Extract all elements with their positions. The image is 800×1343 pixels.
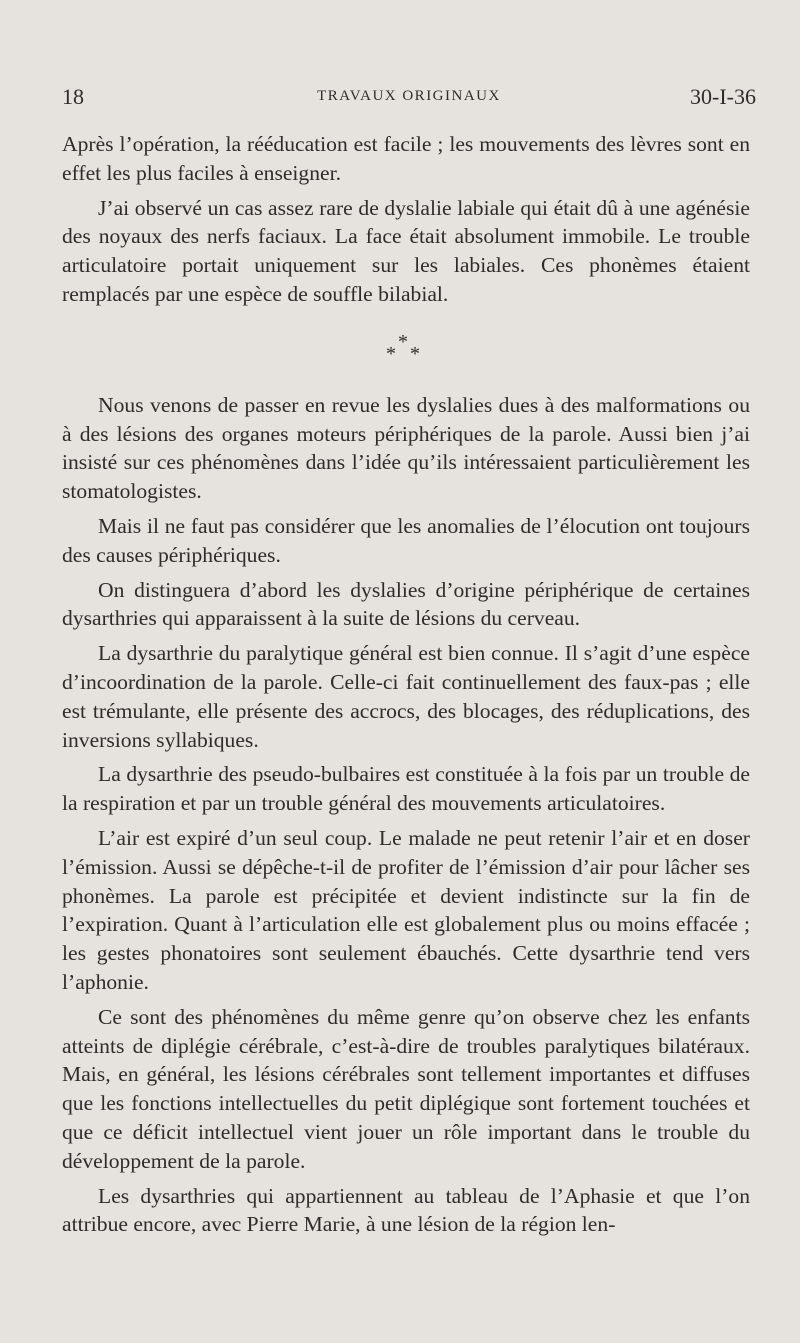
paragraph: J’ai observé un cas assez rare de dyslalie labiale qui était dû à une agénésie des noyaux des nerfs faciaux. La face était absolument immobile. Le trouble articulatoire portait uniquement sur les labiales. Ces phonèmes étaient remplacés par une espèce de souffle bilabial. [62, 195, 750, 306]
page-number: 18 [62, 84, 84, 109]
paragraph: Après l’opération, la rééducation est facile ; les mouvements des lèvres sont en effet les plus faciles à enseigner. [62, 132, 750, 185]
page-header [62, 84, 756, 112]
section-break-asterism [62, 325, 750, 377]
paragraph: Les dysarthries qui appartiennent au tableau de l’Aphasie et que l’on attribue encore, avec Pierre Marie, à une lésion de la région len- [62, 1183, 750, 1237]
asterisk: * [410, 342, 420, 365]
paragraph: Mais il ne faut pas considérer que les anomalies de l’élocution ont toujours des causes périphériques. [62, 513, 750, 567]
paragraph: L’air est expiré d’un seul coup. Le malade ne peut retenir l’air et en doser l’émission. Aussi se dépêche-t-il de profiter de l’émission d’air pour lâcher ses phonèmes. La parole est précipitée et devient indistincte sur la fin de l’expiration. Quant à l’articulation elle est globalement plus ou moins effacée ; les gestes phonatoires sont seulement ébauchés. Cette dysarthrie tend vers l’aphonie. [62, 825, 750, 994]
paragraph: La dysarthrie des pseudo-bulbaires est constituée à la fois par un trouble de la respiration et par un trouble général des mouvements articulatoires. [62, 762, 750, 816]
issue-date: 30-I-36 [690, 84, 756, 109]
asterisk: * [386, 342, 396, 365]
asterisk: * [398, 330, 408, 353]
running-title: TRAVAUX ORIGINAUX [317, 88, 501, 104]
paragraph: Nous venons de passer en revue les dyslalies dues à des malformations ou à des lésions des organes moteurs périphériques de la parole. Aussi bien j’ai insisté sur ces phénomènes dans l’idée qu’ils intéressaient particulièrement les stomatologistes. [62, 392, 750, 504]
paragraph: La dysarthrie du paralytique général est bien connue. Il s’agit d’une espèce d’incoordination de la parole. Celle-ci fait continuellement des faux-pas ; elle est trémulante, elle présente des accrocs, des blocages, des réduplications, des inversions syllabiques. [62, 641, 750, 752]
paragraph: On distinguera d’abord les dyslalies d’origine périphérique de certaines dysarthries qui apparaissent à la suite de lésions du cerveau. [62, 577, 750, 631]
page-body [62, 130, 750, 1239]
paragraph: Ce sont des phénomènes du même genre qu’on observe chez les enfants atteints de diplégie cérébrale, c’est-à-dire de troubles paralytiques bilatéraux. Mais, en général, les lésions cérébrales sont tellement importantes et diffuses que les fonctions intellectuelles du petit diplégique sont fortement touchées et que ce déficit intellectuel vient jouer un rôle important dans le trouble du développement de la parole. [62, 1004, 750, 1173]
